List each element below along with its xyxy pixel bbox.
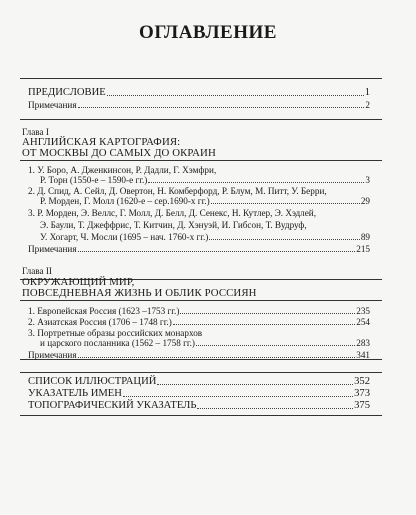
- toc-entry-ch1-s3[interactable]: [40, 232, 370, 242]
- chapter-2-label: Глава II: [22, 266, 52, 276]
- toc-entry-notes-front[interactable]: [28, 100, 370, 110]
- entry-text: 2. Азиатская Россия (1706 – 1748 гг.): [28, 317, 172, 327]
- chapter-1-label: Глава I: [22, 127, 49, 137]
- page-number: 89: [360, 232, 370, 242]
- page-title: ОГЛАВЛЕНИЕ: [139, 22, 277, 43]
- leader-dots: [148, 182, 364, 183]
- ch1-section-3-line-1: 3. Р. Морден, Э. Веллс, Г. Молл, Д. Белл, Д. Сенекс, Н. Кутлер, Э. Хэдлей,: [28, 208, 317, 218]
- entry-text: УКАЗАТЕЛЬ ИМЕН: [28, 388, 122, 399]
- toc-entry-ch1-notes[interactable]: [28, 244, 370, 254]
- chapter-1-title-line-1: АНГЛИЙСКАЯ КАРТОГРАФИЯ:: [22, 136, 181, 148]
- front-matter-box: [20, 78, 382, 120]
- entry-text: Примечания: [28, 244, 77, 254]
- entry-text: ТОПОГРАФИЧЕСКИЙ УКАЗАТЕЛЬ: [28, 400, 197, 411]
- page-number: 352: [354, 376, 370, 387]
- toc-entry-name-index[interactable]: [28, 388, 370, 399]
- toc-entry-illustrations[interactable]: [28, 376, 370, 387]
- chapter-2-title-line-1: ОКРУЖАЮЩИЙ МИР,: [22, 276, 135, 288]
- entry-text: Примечания: [28, 100, 77, 110]
- leader-dots: [78, 357, 356, 358]
- entry-text: Р. Морден, Г. Молл (1620-е – сер.1690-х гг.): [40, 196, 210, 206]
- toc-entry-topographic-index[interactable]: [28, 400, 370, 411]
- leader-dots: [211, 203, 360, 204]
- leader-dots: [173, 324, 355, 325]
- ch1-section-2-line-1: 2. Д. Спид, А. Сейл, Д. Овертон, Н. Комберфорд, Р. Блум, М. Питт, У. Берри,: [28, 186, 327, 196]
- toc-entry-preface[interactable]: [28, 87, 370, 98]
- entry-text: ПРЕДИСЛОВИЕ: [28, 87, 106, 98]
- page-number: 2: [365, 100, 370, 110]
- ch1-section-1-line-1: 1. У. Боро, А. Дженкинсон, Р. Дадли, Г. Хэмфри,: [28, 165, 217, 175]
- toc-entry-ch2-notes[interactable]: [28, 350, 370, 360]
- entry-text: У. Хогарт, Ч. Мосли (1695 – нач. 1760-х гг.): [40, 232, 209, 242]
- chapter-1-title-line-2: ОТ МОСКВЫ ДО САМЫХ ДО ОКРАИН: [22, 147, 216, 159]
- leader-dots: [123, 396, 353, 397]
- leader-dots: [196, 345, 355, 346]
- toc-entry-ch2-s3[interactable]: [40, 338, 370, 348]
- entry-text: 1. Европейская Россия (1623 –1753 гг.): [28, 306, 180, 316]
- page-number: 373: [354, 388, 370, 399]
- page-number: 375: [354, 400, 370, 411]
- ch2-section-3-line-1: 3. Портретные образы российских монархов: [28, 328, 203, 338]
- toc-entry-ch2-s2[interactable]: [28, 317, 370, 327]
- leader-dots: [78, 107, 365, 108]
- leader-dots: [209, 239, 359, 240]
- ch1-section-3-line-2: Э. Баули, Т. Джеффрис, Т. Китчин, Д. Хэнуэй, И. Гибсон, Т. Вудруф,: [40, 220, 307, 230]
- leader-dots: [78, 251, 356, 252]
- page-number: 1: [364, 87, 370, 98]
- chapter-2-title-line-2: ПОВСЕДНЕВНАЯ ЖИЗНЬ И ОБЛИК РОССИЯН: [22, 287, 257, 299]
- entry-text: Р. Торн (1550-е – 1590-е гг.): [40, 175, 148, 185]
- toc-entry-ch1-s1[interactable]: [40, 175, 370, 185]
- page-number: 235: [356, 306, 370, 316]
- leader-dots: [180, 313, 355, 314]
- page-number: 215: [356, 244, 370, 254]
- entry-text: Примечания: [28, 350, 77, 360]
- page-number: 254: [356, 317, 370, 327]
- leader-dots: [107, 95, 364, 96]
- leader-dots: [197, 408, 353, 409]
- page-number: 3: [365, 175, 370, 185]
- page-number: 341: [356, 350, 370, 360]
- toc-entry-ch2-s1[interactable]: [28, 306, 370, 316]
- page-number: 283: [356, 338, 370, 348]
- toc-entry-ch1-s2[interactable]: [40, 196, 370, 206]
- entry-text: и царского посланника (1562 – 1758 гг.): [40, 338, 195, 348]
- page-number: 29: [360, 196, 370, 206]
- leader-dots: [157, 384, 353, 385]
- entry-text: СПИСОК ИЛЛЮСТРАЦИЙ: [28, 376, 157, 387]
